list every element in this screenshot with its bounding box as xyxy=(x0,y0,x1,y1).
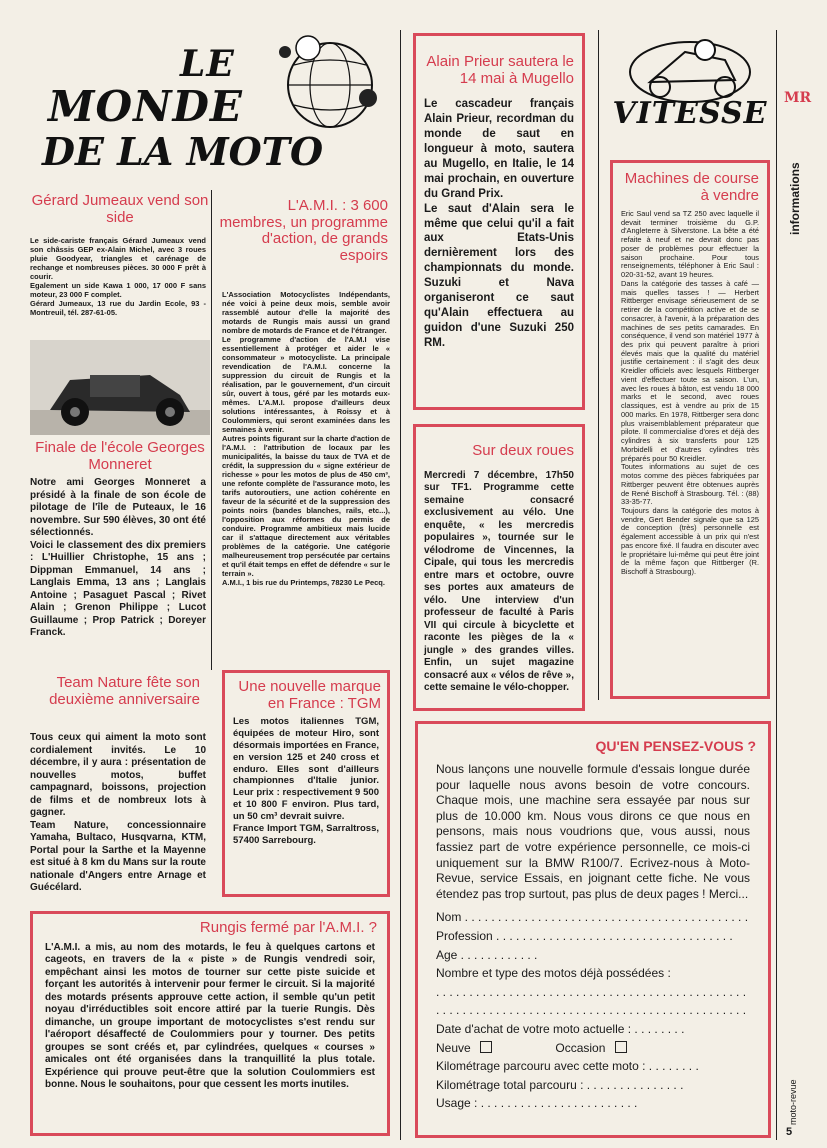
masthead-line-2: MONDE xyxy=(48,82,243,131)
tgm-box xyxy=(222,670,390,897)
column-rule xyxy=(598,30,599,700)
rungis-box xyxy=(30,911,390,1136)
deux-roues-body: Mercredi 7 décembre, 17h50 sur TF1. Programme cette semaine consacré exclusivement au vélo. Une enquête, « les mercredis populaires », tournée sur le vélodrome de Vincennes, la Cipale, qui tous les mercredis entre mars et octobre, ouvre ses portes aux amateurs de vélo. Une interview d'un professeur de faculté à Paris VII qui circule à bicyclette et raconte les pièges de la « jungle » des grandes villes. Enfin, un sujet magazine consacré aux « vélos de rêve », cette semaine le vélo-chopper. xyxy=(424,469,574,693)
deux-roues-headline: Sur deux roues xyxy=(472,442,574,459)
masthead-line-3: DE LA MOTO xyxy=(42,129,324,174)
deux-roues-box xyxy=(413,424,585,711)
prieur-box xyxy=(413,33,585,410)
ami-body: L'Association Motocyclistes Indépendants, née voici à peine deux mois, semble avoir rassemblé autour d'elle la majorité des motards de Rungis mais aussi un grand nombre de motards de France et de l'étranger. Le programme d'action de l'A.M.I vise essentiellement à protéger et aider le « consommateur » motocycliste. La principale revendication de l'A.M.I. concerne la suppression du circuit de Rungis et la réalisation, par le gouvernement, d'un circuit sûr, ouvert à tous, géré par les motards eux-mêmes. L'A.M.I. propose d'ailleurs deux solutions intéressantes, à Roissy et à Coulommiers, qui seront examinées dans les semaines à venir. Autres points figurant sur la charte d'action de l'A.M.I. : l'attribution de locaux par les municipalités, la baisse du taux de TVA et de crédit, la suppression du « signe extérieur de richesse » pour les motos de plus de 450 cm³, une refonte complète de l'assurance moto, les tarifs autoroutiers, une action cohérente en faveur de la sécurité et de la suppression des points noirs (bandes blanches, rails, etc...), l'opposition aux réformes du permis de conduire. Programme ambitieux mais lucide car il s'attaque directement aux véritables problèmes de la catégorie. Une catégorie malheureusement trop persécutée par certains et qu'il était temps en effet de défendre « sur le terrain ». A.M.I., 1 bis rue du Printemps, 78230 Le Pecq. xyxy=(222,290,390,587)
form-condition-row xyxy=(436,1039,750,1058)
masthead-line-1: LE xyxy=(180,43,235,85)
machines-headline: Machines de course à vendre xyxy=(624,170,759,204)
prieur-body: Le cascadeur français Alain Prieur, recordman du monde de saut en longueur à moto, sautera au Mugello, en Italie, le 14 mai prochain, en ouverture du Grand Prix. Le saut d'Alain sera le même que celui qu'il a fait aux Etats-Unis dernièrement lors des championnats du monde. Suzuki et Nava organiseront ce saut qu'Alain effectuera au guidon d'une Suzuki 250 RM. xyxy=(424,98,574,349)
column-rule xyxy=(776,30,777,1140)
form-bikes-owned-line[interactable]: . . . . . . . . . . . . . . . . . . . . . . . . . . . . . . . . . . . . . . . . . . . . . . . xyxy=(436,984,747,999)
neuve-label: Neuve xyxy=(436,1040,471,1055)
machines-body: Eric Saul vend sa TZ 250 avec laquelle il devait terminer troisième du G.P. d'Angleterre à Silverstone. La bête a été refaite à neuf et ne devrait donc pas poser de problèmes pour effectuer la saison prochaine. Pour tous renseignements, téléphoner à Eric Saul : 020-31-52, avant 19 heures. Dans la catégorie des tasses à café — mais quelles tasses ! — Herbert Rittberger envisage sérieusement de se retirer de la compétition active et de se consacrer, à l'avenir, à la préparation des machines de ses petits camarades. En conséquence, il vend son matériel 1977 à des prix qui peuvent paraître à priori élevés mais que la qualité du matériel justifie certainement : il s'agit des deux Kreidler officiels avec lesquels Rittberger vient d'effectuer toute sa saison. L'un, avec les roues à bâton, est vendu 18 000 marks et le second, avec roues classiques, est à vendre au prix de 15 000 marks. En 1978, Rittberger sera donc plus vraisemblablement préparateur que pilote. Il commercialise d'ores et déjà des cylindres à six transferts pour 125 Morbidelli et d'autres cylindres très préparés pour 50 Kreidler. Toutes informations au sujet de ces motos comme des pièces fabriquées par Rittberger peuvent être obtenues auprès de René Bischoff à Strasbourg. Tél. : (88) 33-35-77. Toujours dans la catégorie des motos à vendre, Gert Bender signale que sa 125 de conception (très) personnelle est également accessible à un prix qui n'est pas encore fixé. Il faudra en discuter avec le propriétaire lui-même qui peut être joint de la même façon que Rittberger (R. Bischoff à Strasbourg). xyxy=(621,209,759,577)
page-number: 5 xyxy=(786,1126,793,1138)
team-nature-body: Tous ceux qui aiment la moto sont cordialement invités. Le 10 décembre, il y aura : présentation de nouvelles motos, buffet campagnard, boissons, projection de films et de nombreux lots à gagner. Team Nature, concessionnaire Yamaha, Bultaco, Husqvarna, KTM, Portal pour la Sarthe et la Mayenne est situé à 8 km du Mans sur la route nationale d'Angers entre Arnage et Guécélard. xyxy=(30,732,206,893)
form-age-field[interactable]: Age . . . . . . . . . . . . xyxy=(436,947,538,962)
survey-intro: Nous lançons une nouvelle formule d'essais longue durée pour laquelle nous avons besoin de votre concours. Chaque mois, une machine sera essayée par nous sur plus de 10.000 km. Nous vous dirons ce que nous en pensons, mais nous voudrions que, vous aussi, nous fassiez part de votre expérience personnelle, ce mois-ci uniquement sur la BMW R100/7. Ecrivez-nous à Moto-Revue, service Essais, en joignant cette fiche. Ne vous étendez pas trop surtout, pas plus de deux pages ! Merci... xyxy=(436,762,750,901)
column-rule xyxy=(211,190,212,670)
section-label: informations xyxy=(788,162,802,235)
form-km-total-field[interactable]: Kilométrage total parcouru : . . . . . . . . . . . . . . . xyxy=(436,1077,684,1092)
monneret-headline: Finale de l'école Georges Monneret xyxy=(35,439,205,473)
occasion-checkbox[interactable] xyxy=(615,1041,627,1053)
neuve-checkbox[interactable] xyxy=(480,1041,492,1053)
occasion-label: Occasion xyxy=(555,1040,606,1055)
globe-rider-illustration xyxy=(270,30,380,140)
rungis-body: L'A.M.I. a mis, au nom des motards, le feu à quelques cartons et cageots, en travers de la « piste » de Rungis vendredi soir, empêchant ainsi les motos de tourner sur cette piste suicide et forçant les autorités à intervenir pour fermer le circuit. Si la majorité des motards présents approuve cette action, il semble qu'un petit noyau d'irréductibles soit encore attiré par la tuerie Rungis. Dès dimanche, un groupe important de motocyclistes s'est rendu sur l'aéroport désaffecté de Coulommiers pour y tourner. Des petits groupes se sont créés et, par cylindrées, quelques « courses » amicales ont été organisées dans la tranquillité la plus totale. Expérience qui prouve peut-être que la solution Coulommiers est bonne. Nous le souhaitons, pour que cessent les morts inutiles. xyxy=(45,941,375,1090)
monneret-body: Notre ami Georges Monneret a présidé à la finale de son école de pilotage de l'île de Puteaux, le 16 novembre. Sur 590 élèves, 30 ont été sélectionnés. Voici le classement des dix premiers : L'Huillier Christophe, 15 ans ; Dippman Emmanuel, 14 ans ; Langlais Emma, 13 ans ; Langlais Antoine ; Pasaguet Pascal ; Rivet Alain ; Grenon Philippe ; Lucot Guillaume ; Prop Patrick ; Doreyer Franck. xyxy=(30,477,206,638)
survey-headline: QU'EN PENSEZ-VOUS ? xyxy=(595,738,756,754)
form-usage-field[interactable]: Usage : . . . . . . . . . . . . . . . . . . . . . . . . xyxy=(436,1096,638,1111)
form-purchase-date-field[interactable]: Date d'achat de votre moto actuelle : . . . . . . . . xyxy=(436,1021,685,1036)
form-profession-field[interactable]: Profession . . . . . . . . . . . . . . . . . . . . . . . . . . . . . . . . . . . . xyxy=(436,928,733,943)
survey-box xyxy=(415,721,771,1138)
column-rule xyxy=(400,30,401,1140)
machines-box xyxy=(610,160,770,699)
form-km-bike-field[interactable]: Kilométrage parcouru avec cette moto : . . . . . . . . xyxy=(436,1059,699,1074)
ami-headline: L'A.M.I. : 3 600 membres, un programme d'action, de grands espoirs xyxy=(219,197,388,264)
mr-logo: MR xyxy=(784,90,812,106)
form-bikes-owned-label: Nombre et type des motos déjà possédées : xyxy=(436,966,671,981)
vitesse-logo: VITESSE xyxy=(612,96,768,131)
rungis-headline: Rungis fermé par l'A.M.I. ? xyxy=(199,919,377,936)
form-bikes-owned-line[interactable]: . . . . . . . . . . . . . . . . . . . . . . . . . . . . . . . . . . . . . . . . . . . . . . . xyxy=(436,1003,747,1018)
tgm-headline: Une nouvelle marque en France : TGM xyxy=(238,678,381,712)
prieur-headline: Alain Prieur sautera le 14 mai à Mugello xyxy=(426,53,574,87)
jumeaux-body: Le side-cariste français Gérard Jumeaux vend son châssis GEP ex-Alain Michel, avec 3 roues pluie Goodyear, triangles et carénage de rechange et nombreuses pièces. 30 000 F prêt à courir. Egalement un side Kawa 1 000, 17 000 F sans moteur, 23 000 F complet. Gérard Jumeaux, 13 rue du Jardin Ecole, 93 - Montreuil, tél. 287-61-05. xyxy=(30,236,206,317)
jumeaux-headline: Gérard Jumeaux vend son side xyxy=(31,192,209,226)
tgm-body: Les motos italiennes TGM, équipées de moteur Hiro, sont désormais importées en France, en version 125 et 240 cross et enduro. Elles sont d'ailleurs championnes d'Italie junior. Leur prix : respectivement 9 500 et 10 800 F environ. Plus tard, un 50 cm³ devrait suivre. France Import TGM, Sarraltross, 57400 Sarrebourg. xyxy=(233,716,379,846)
magazine-label: moto-revue xyxy=(788,1079,798,1125)
sidecar-photo xyxy=(30,340,210,435)
team-nature-headline: Team Nature fête son deuxième anniversaire xyxy=(49,674,200,708)
form-name-field[interactable]: Nom . . . . . . . . . . . . . . . . . . . . . . . . . . . . . . . . . . . . . . . . . . . xyxy=(436,910,749,925)
